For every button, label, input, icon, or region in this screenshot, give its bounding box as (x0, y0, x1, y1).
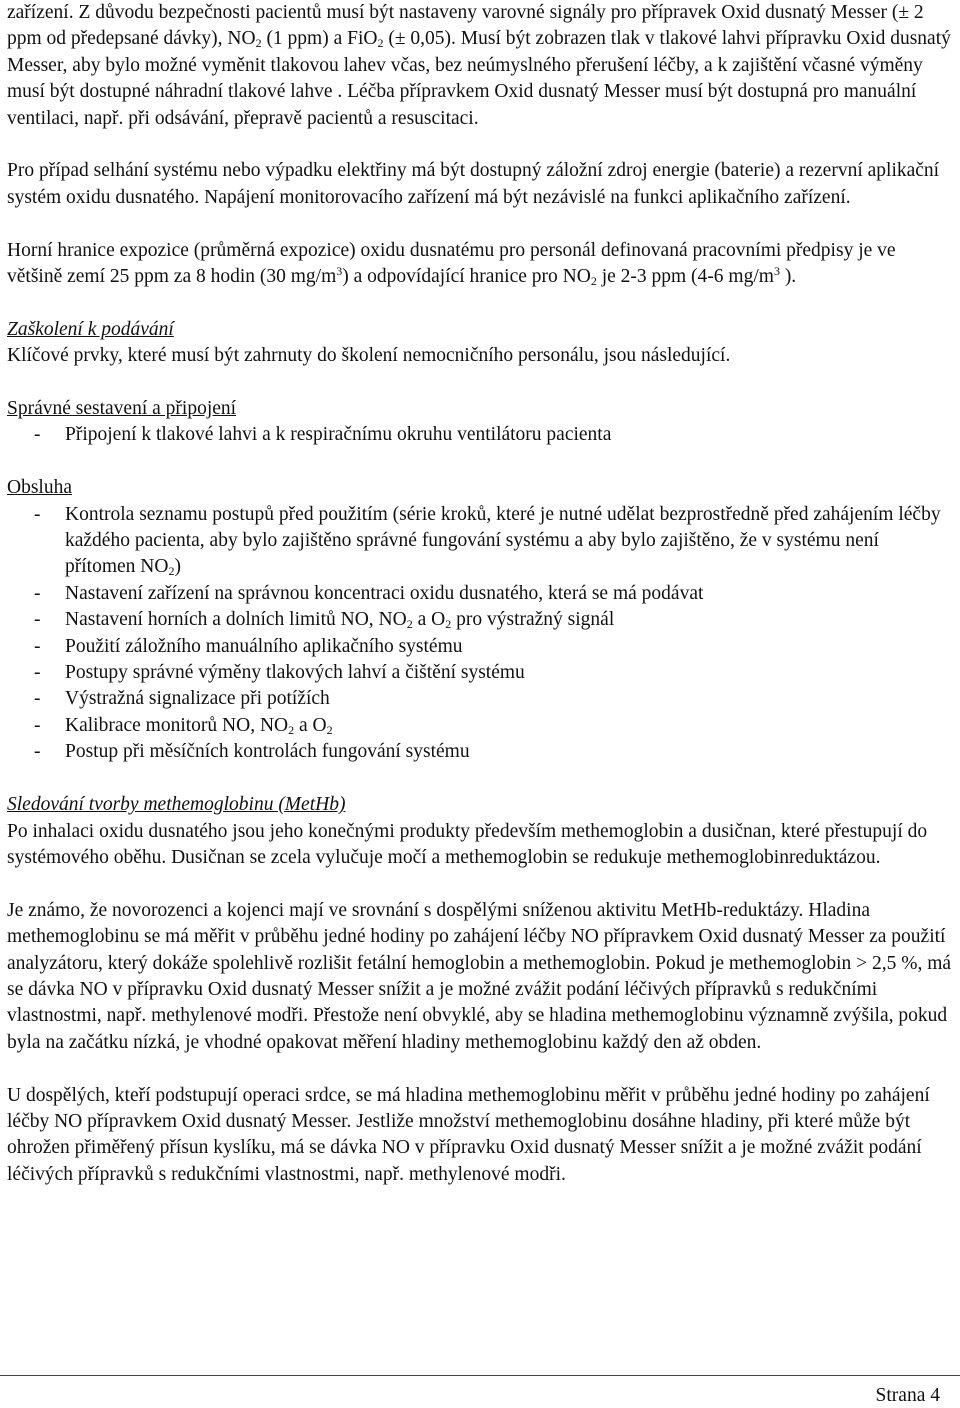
heading-assembly: Správné sestavení a připojení (7, 398, 237, 420)
heading-operation: Obsluha (7, 477, 72, 499)
list-item-backup-system: - Použití záložního manuálního aplikačního systému (34, 635, 463, 657)
list-item-concentration: - Nastavení zařízení na správnou koncentraci oxidu dusnatého, která se má podávat (34, 582, 704, 604)
page-number: Strana 4 (875, 1385, 940, 1406)
paragraph-safety-alarms: zařízení. Z důvodu bezpečnosti pacientů musí být nastaveny varovné signály pro přípravek Oxid dusnatý Messer (± 2 ppm od předepsané dávky), $NO_2$ (1 ppm) a FiO$_2$ (± 0,05). Musí být zobrazen tlak v tlakové lahvi přípravku Oxid dusnatý Messer, aby bylo možné vyměnit tlakovou lahev včas, bez neúmyslného přerušení léčby, a k zajištění včasné výměny musí být dostupné náhradní tlakové lahve . Léčba přípravkem Oxid dusnatý Messer musí být dostupná pro manuální ventilaci, např. při odsávání, přepravě pacientů a resuscitaci. (7, 2, 951, 129)
list-item-checklist: - Kontrola seznamu postupů před použitím (série kroků, které je nutné udělat bezprostředně před zahájením léčby každého pacienta, aby bylo zajištěno správné fungování systému a aby bylo zajištěno, že v systému není přítomen $NO_2$) (34, 503, 941, 579)
paragraph-training-intro: Klíčové prvky, které musí být zahrnuty do školení nemocničního personálu, jsou následující. (7, 345, 731, 367)
list-item-calibration: - Kalibrace monitorů NO, $NO_2$ a $O_2$ (34, 714, 333, 737)
heading-training: Zaškolení k podávání (7, 318, 174, 340)
list-item-cylinder-change: - Postupy správné výměny tlakových lahví a čištění systému (34, 662, 525, 684)
paragraph-methb-neonates: Je známo, že novorozenci a kojenci mají ve srovnání s dospělými sníženou aktivitu MetHb-reduktázy. Hladina methemoglobinu se má měřit v průběhu jedné hodiny po zahájení léčby NO přípravkem Oxid dusnatý Messer za použití analyzátoru, který dokáže spolehlivě rozlišit fetální hemoglobin a methemoglobin. Pokud je methemoglobin > 2,5 %, má se dávka NO v přípravku Oxid dusnatý Messer snížit a je možné zvážit podání léčivých přípravků s redukčními vlastnostmi, např. methylenové modři. Přestože není obvyklé, aby se hladina methemoglobinu významně zvýšila, pokud byla na začátku nízká, je vhodné opakovat měření hladiny methemoglobinu každý den až obden. (7, 899, 952, 1053)
list-item-alarm-limits: - Nastavení horních a dolních limitů NO, $NO_2$ a $O_2$ pro výstražný signál (34, 609, 615, 632)
paragraph-exposure-limits: Horní hranice expozice (průměrná expozice) oxidu dusnatému pro personál definovaná pracovními předpisy je ve většině zemí 25 ppm za 8 hodin (30 $mg/m^3$) a odpovídající hranice pro $NO_2$ je 2-3 ppm (4-6 $mg/m^3$ ). (7, 239, 896, 289)
list-item-monthly-checks: - Postup při měsíčních kontrolách fungování systému (34, 741, 470, 763)
document-body (7, 0, 953, 1188)
paragraph-methb-adults: U dospělých, kteří podstupují operaci srdce, se má hladina methemoglobinu měřit v průběhu jedné hodiny po zahájení léčby NO přípravkem Oxid dusnatý Messer. Jestliže množství methemoglobinu dosáhne hladiny, při které může být ohrožen přiměřený přísun kyslíku, má se dávka NO v přípravku Oxid dusnatý Messer snížit a je možné zvážit podání léčivých přípravků s redukčními vlastnostmi, např. methylenové modři. (7, 1084, 930, 1185)
list-item-assembly: - Připojení k tlakové lahvi a k respiračnímu okruhu ventilátoru pacienta (34, 424, 612, 446)
heading-methemoglobin: Sledování tvorby methemoglobinu (MetHb) (7, 794, 346, 816)
paragraph-methb-products: Po inhalaci oxidu dusnatého jsou jeho konečnými produkty především methemoglobin a dusičnan, které přestupují do systémového oběhu. Dusičnan se zcela vylučuje močí a methemoglobin se redukuje methemoglobinreduktázou. (7, 820, 928, 868)
footer-divider (0, 1375, 960, 1376)
paragraph-power-failure: Pro případ selhání systému nebo výpadku elektřiny má být dostupný záložní zdroj energie (baterie) a rezervní aplikační systém oxidu dusnatého. Napájení monitorovacího zařízení má být nezávislé na funkci aplikačního zařízení. (7, 160, 940, 208)
list-item-warning-signals: - Výstražná signalizace při potížích (34, 688, 330, 710)
